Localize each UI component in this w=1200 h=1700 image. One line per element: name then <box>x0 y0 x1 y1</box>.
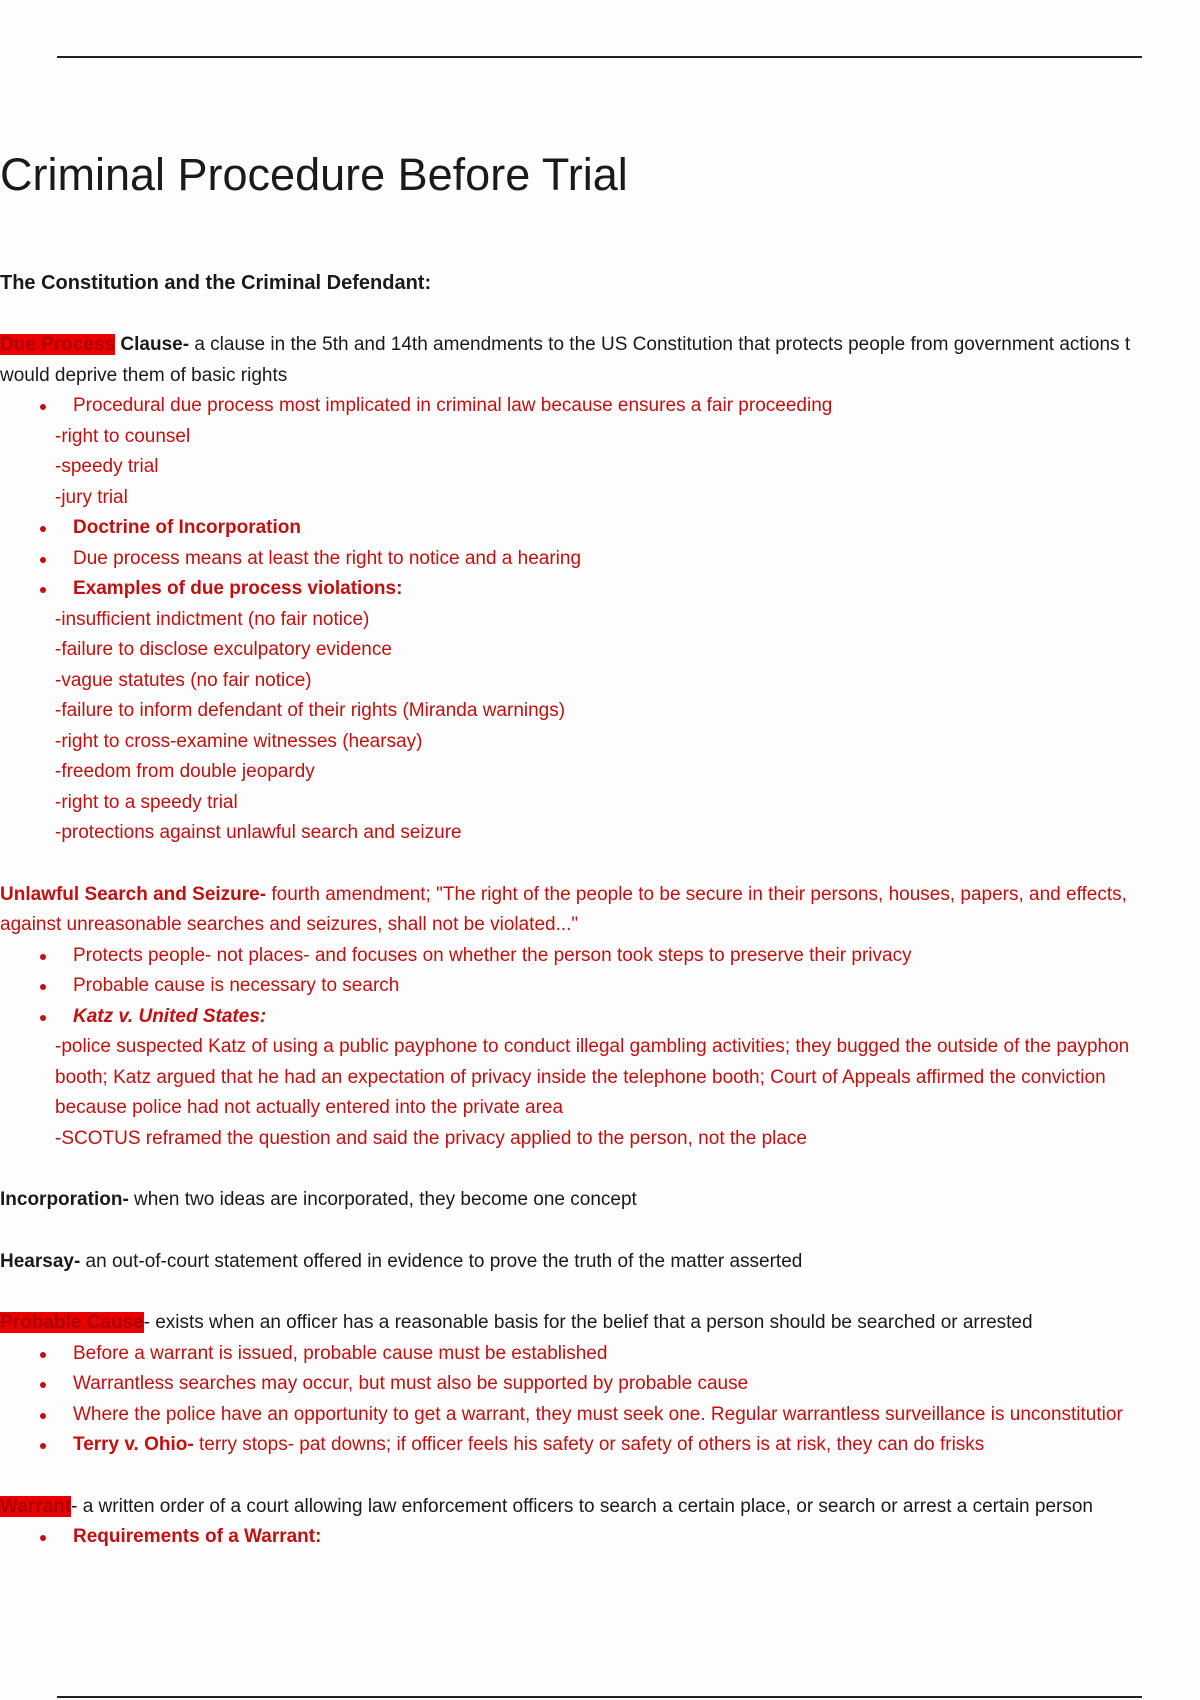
due-process-text-cont: would deprive them of basic rights <box>0 364 288 386</box>
hearsay-term: Hearsay- <box>0 1250 81 1272</box>
warrant-text: - a written order of a court allowing law enforcement officers to search a certain place, or search or arrest a certain person <box>71 1495 1094 1517</box>
probable-cause-definition <box>0 1308 1200 1339</box>
sub-item: -right to counsel <box>55 425 191 447</box>
katz-facts-line: because police had not actually entered into the private area <box>55 1097 564 1118</box>
sub-item: -failure to inform defendant of their rights (Miranda warnings) <box>55 700 566 721</box>
list-item: Where the police have an opportunity to get a warrant, they must seek one. Regular warrantless surveillance is unconstitutior <box>0 1400 1200 1431</box>
katz-holding: -SCOTUS reframed the question and said the privacy applied to the person, not the place <box>55 1127 807 1149</box>
search-seizure-definition <box>0 880 1200 911</box>
incorporation-term: Incorporation- <box>0 1189 129 1210</box>
search-seizure-term: Unlawful Search and Seizure- <box>0 883 267 905</box>
due-process-entry <box>0 330 1200 849</box>
hearsay-entry <box>0 1247 1200 1278</box>
list-item: Katz v. United States: <box>0 1002 1200 1033</box>
sub-item: -speedy trial <box>55 456 159 477</box>
sub-item: -right to cross-examine witnesses (hearsay) <box>55 730 423 752</box>
bottom-rule <box>57 1696 1142 1698</box>
probable-cause-entry <box>0 1308 1200 1461</box>
probable-cause-highlight: Probable Cause <box>0 1312 144 1333</box>
terry-term: Terry v. Ohio- <box>73 1434 194 1455</box>
list-item: Examples of due process violations: <box>0 574 1200 605</box>
list-item: Due process means at least the right to notice and a hearing <box>0 544 1200 575</box>
sub-item: -freedom from double jeopardy <box>55 761 315 782</box>
sub-item: -insufficient indictment (no fair notice) <box>55 608 370 630</box>
list-item: Procedural due process most implicated in criminal law because ensures a fair proceeding <box>0 391 1200 422</box>
list-item: Before a warrant is issued, probable cause must be established <box>0 1339 1200 1370</box>
list-item <box>0 1430 1200 1461</box>
sub-item: -vague statutes (no fair notice) <box>55 669 312 691</box>
due-process-highlight: Due Process <box>0 334 116 355</box>
page-title: Criminal Procedure Before Trial <box>0 149 628 200</box>
sub-item: -jury trial <box>55 486 128 508</box>
search-seizure-text: fourth amendment; "The right of the people to be secure in their persons, houses, papers, and effects, <box>266 883 1127 905</box>
search-seizure-entry <box>0 880 1200 1155</box>
incorporation-text: when two ideas are incorporated, they become one concept <box>128 1189 637 1210</box>
list-item: Requirements of a Warrant: <box>0 1522 1200 1553</box>
hearsay-text: an out-of-court statement offered in evidence to prove the truth of the matter asserted <box>80 1250 803 1272</box>
due-process-term: Clause- <box>115 334 190 355</box>
document-body <box>0 140 1200 1553</box>
warrant-highlight: Warrant <box>0 1495 72 1517</box>
due-process-definition <box>0 330 1200 361</box>
sub-item: -protections against unlawful search and seizure <box>55 822 462 843</box>
sub-item: -failure to disclose exculpatory evidence <box>55 639 392 660</box>
probable-cause-text: - exists when an officer has a reasonable basis for the belief that a person should be searched or arrested <box>143 1312 1033 1333</box>
hearsay-definition <box>0 1247 1200 1278</box>
list-item: Probable cause is necessary to search <box>0 971 1200 1002</box>
katz-facts-line: booth; Katz argued that he had an expectation of privacy inside the telephone booth; Court of Appeals affirmed the conviction <box>55 1066 1106 1088</box>
due-process-text: a clause in the 5th and 14th amendments to the US Constitution that protects people from government actions t <box>189 334 1131 355</box>
incorporation-definition <box>0 1185 1200 1216</box>
section-heading: The Constitution and the Criminal Defendant: <box>0 272 432 294</box>
list-item: Protects people- not places- and focuses on whether the person took steps to preserve their privacy <box>0 941 1200 972</box>
top-rule <box>57 56 1142 58</box>
katz-facts-line: -police suspected Katz of using a public payphone to conduct illegal gambling activities; they bugged the outside of the payphon <box>55 1036 1130 1057</box>
sub-item: -right to a speedy trial <box>55 791 238 813</box>
warrant-definition <box>0 1492 1200 1523</box>
list-item: Doctrine of Incorporation <box>0 513 1200 544</box>
list-item: Warrantless searches may occur, but must also be supported by probable cause <box>0 1369 1200 1400</box>
warrant-entry <box>0 1492 1200 1553</box>
search-seizure-text-cont: against unreasonable searches and seizures, shall not be violated..." <box>0 914 579 935</box>
incorporation-entry <box>0 1185 1200 1216</box>
terry-text: terry stops- pat downs; if officer feels his safety or safety of others is at risk, they can do frisks <box>193 1434 985 1455</box>
